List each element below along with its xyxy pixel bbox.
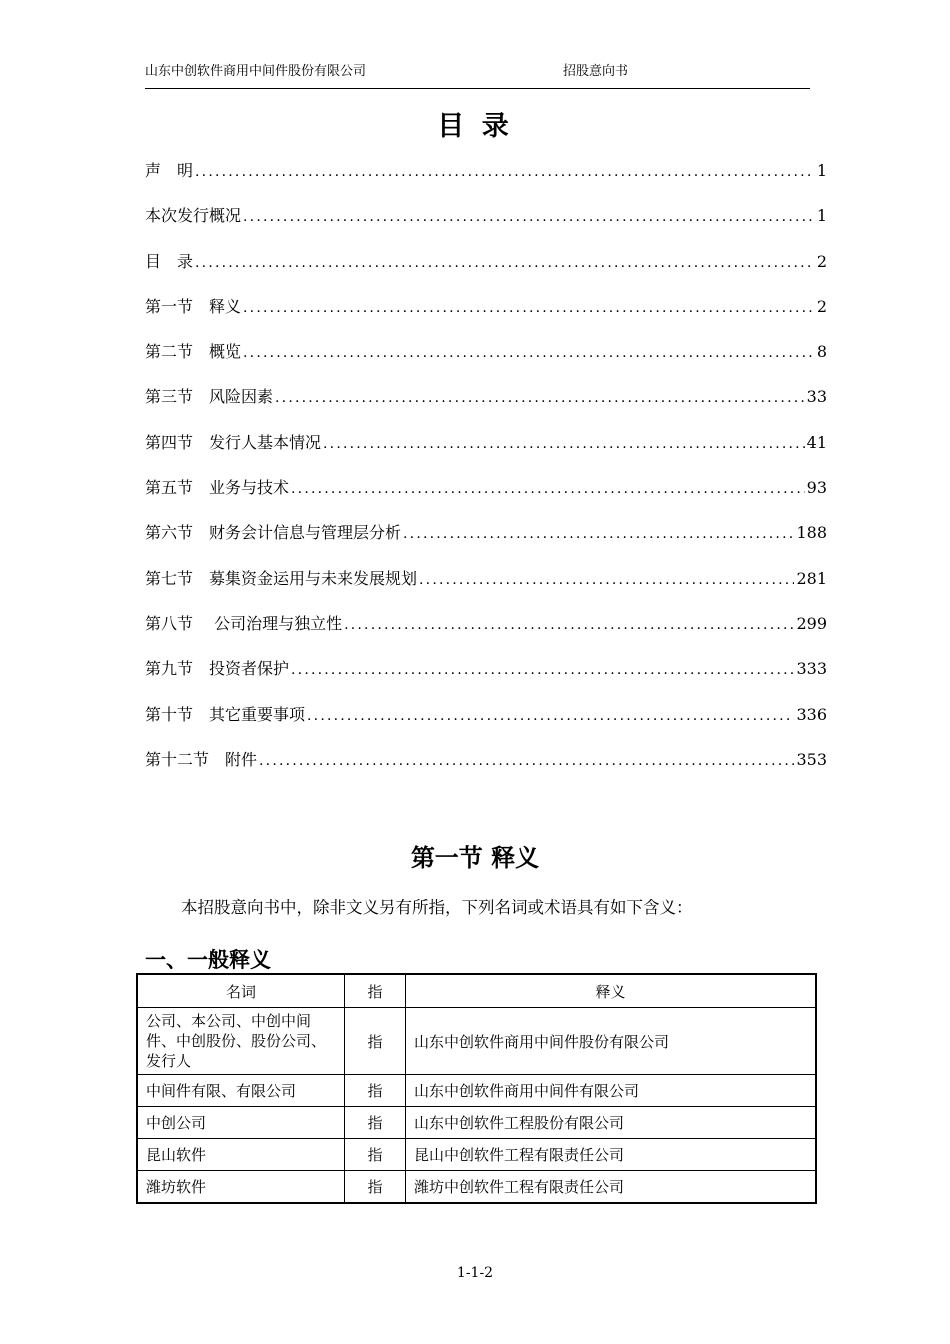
toc-leader-dots xyxy=(195,164,815,180)
term-cell: 中创公司 xyxy=(137,1107,345,1139)
toc-entry-label: 目 录 xyxy=(145,251,194,271)
toc-entry-page: 188 xyxy=(796,523,827,543)
toc-leader-dots xyxy=(243,300,815,316)
toc-entry-label: 第一节 释义 xyxy=(145,296,242,316)
toc-entry-page: 93 xyxy=(806,478,827,498)
toc-entry-label: 第二节 概览 xyxy=(145,342,242,362)
toc-entry-page: 336 xyxy=(796,704,827,724)
table-row xyxy=(137,1008,816,1075)
toc-leader-dots xyxy=(291,662,794,678)
toc-entry[interactable] xyxy=(145,430,827,475)
column-header-definition: 释义 xyxy=(406,974,817,1008)
definition-cell: 山东中创软件商用中间件股份有限公司 xyxy=(406,1008,817,1075)
definitions-table xyxy=(136,973,817,1204)
definition-cell: 昆山中创软件工程有限责任公司 xyxy=(406,1139,817,1171)
toc-entry-label: 第八节 公司治理与独立性 xyxy=(145,613,343,633)
toc-entry-label: 第四节 发行人基本情况 xyxy=(145,432,322,452)
toc-entry[interactable] xyxy=(145,384,827,429)
toc-leader-dots xyxy=(243,345,815,361)
page-number: 1-1-2 xyxy=(456,1265,494,1281)
section-intro: 本招股意向书中，除非文义另有所指，下列名词或术语具有如下含义： xyxy=(181,898,693,917)
table-header-row xyxy=(137,974,816,1008)
ref-cell: 指 xyxy=(345,1075,406,1107)
definition-cell: 山东中创软件商用中间件有限公司 xyxy=(406,1075,817,1107)
toc-entry-page: 2 xyxy=(816,251,827,271)
toc-entry-label: 声 明 xyxy=(145,161,194,180)
toc-entry-page: 299 xyxy=(796,613,827,633)
toc-entry-page: 1 xyxy=(816,161,827,180)
term-cell: 公司、本公司、中创中间件、中创股份、股份公司、发行人 xyxy=(137,1008,345,1075)
toc-leader-dots xyxy=(259,753,794,769)
toc-leader-dots xyxy=(323,436,805,452)
toc-entry-page: 41 xyxy=(806,432,827,452)
toc-entry-page: 33 xyxy=(806,387,827,407)
toc-entry-page: 281 xyxy=(796,568,827,588)
column-header-ref: 指 xyxy=(345,974,406,1008)
toc-entry-label: 第三节 风险因素 xyxy=(145,387,274,407)
column-header-term: 名词 xyxy=(137,974,345,1008)
toc-entry[interactable] xyxy=(145,566,827,611)
section-title: 第一节 释义 xyxy=(410,844,540,872)
toc-entry[interactable] xyxy=(145,520,827,565)
toc-leader-dots xyxy=(243,209,815,225)
toc-entry[interactable] xyxy=(145,203,827,248)
toc-entry-label: 第十二节 附件 xyxy=(145,749,258,769)
toc-leader-dots xyxy=(419,572,794,588)
header-company-name: 山东中创软件商用中间件股份有限公司 xyxy=(145,64,367,79)
toc-entry-label: 第十节 其它重要事项 xyxy=(145,704,306,724)
table-row xyxy=(137,1139,816,1171)
toc-entry[interactable] xyxy=(145,339,827,384)
definition-cell: 山东中创软件工程股份有限公司 xyxy=(406,1107,817,1139)
ref-cell: 指 xyxy=(345,1171,406,1204)
table-row xyxy=(137,1107,816,1139)
toc-leader-dots xyxy=(344,617,794,633)
ref-cell: 指 xyxy=(345,1107,406,1139)
page-header xyxy=(145,58,810,89)
toc-entry[interactable] xyxy=(145,702,827,747)
subsection-title: 一、一般释义 xyxy=(145,948,271,972)
ref-cell: 指 xyxy=(345,1008,406,1075)
toc-entry-page: 333 xyxy=(796,659,827,679)
toc-entry[interactable] xyxy=(145,611,827,656)
toc-title: 目 录 xyxy=(437,111,513,142)
toc-entry-page: 1 xyxy=(816,206,827,226)
toc-entry[interactable] xyxy=(145,747,827,792)
table-of-contents xyxy=(145,158,827,792)
toc-entry[interactable] xyxy=(145,656,827,701)
ref-cell: 指 xyxy=(345,1139,406,1171)
toc-entry[interactable] xyxy=(145,475,827,520)
toc-entry-label: 第六节 财务会计信息与管理层分析 xyxy=(145,523,402,543)
header-document-type: 招股意向书 xyxy=(563,64,629,79)
toc-entry-page: 8 xyxy=(816,342,827,362)
toc-entry-label: 第九节 投资者保护 xyxy=(145,659,290,679)
term-cell: 潍坊软件 xyxy=(137,1171,345,1204)
toc-entry[interactable] xyxy=(145,249,827,294)
toc-entry[interactable] xyxy=(145,158,827,203)
toc-leader-dots xyxy=(307,708,794,724)
toc-leader-dots xyxy=(275,390,805,406)
definition-cell: 潍坊中创软件工程有限责任公司 xyxy=(406,1171,817,1204)
term-cell: 昆山软件 xyxy=(137,1139,345,1171)
toc-leader-dots xyxy=(403,526,794,542)
toc-entry-label: 第五节 业务与技术 xyxy=(145,478,290,498)
toc-entry[interactable] xyxy=(145,294,827,339)
term-cell: 中间件有限、有限公司 xyxy=(137,1075,345,1107)
toc-entry-page: 2 xyxy=(816,296,827,316)
toc-entry-page: 353 xyxy=(796,749,827,769)
table-row xyxy=(137,1171,816,1204)
toc-leader-dots xyxy=(291,481,805,497)
toc-entry-label: 第七节 募集资金运用与未来发展规划 xyxy=(145,568,418,588)
toc-entry-label: 本次发行概况 xyxy=(145,206,242,226)
table-row xyxy=(137,1075,816,1107)
toc-leader-dots xyxy=(195,255,815,271)
